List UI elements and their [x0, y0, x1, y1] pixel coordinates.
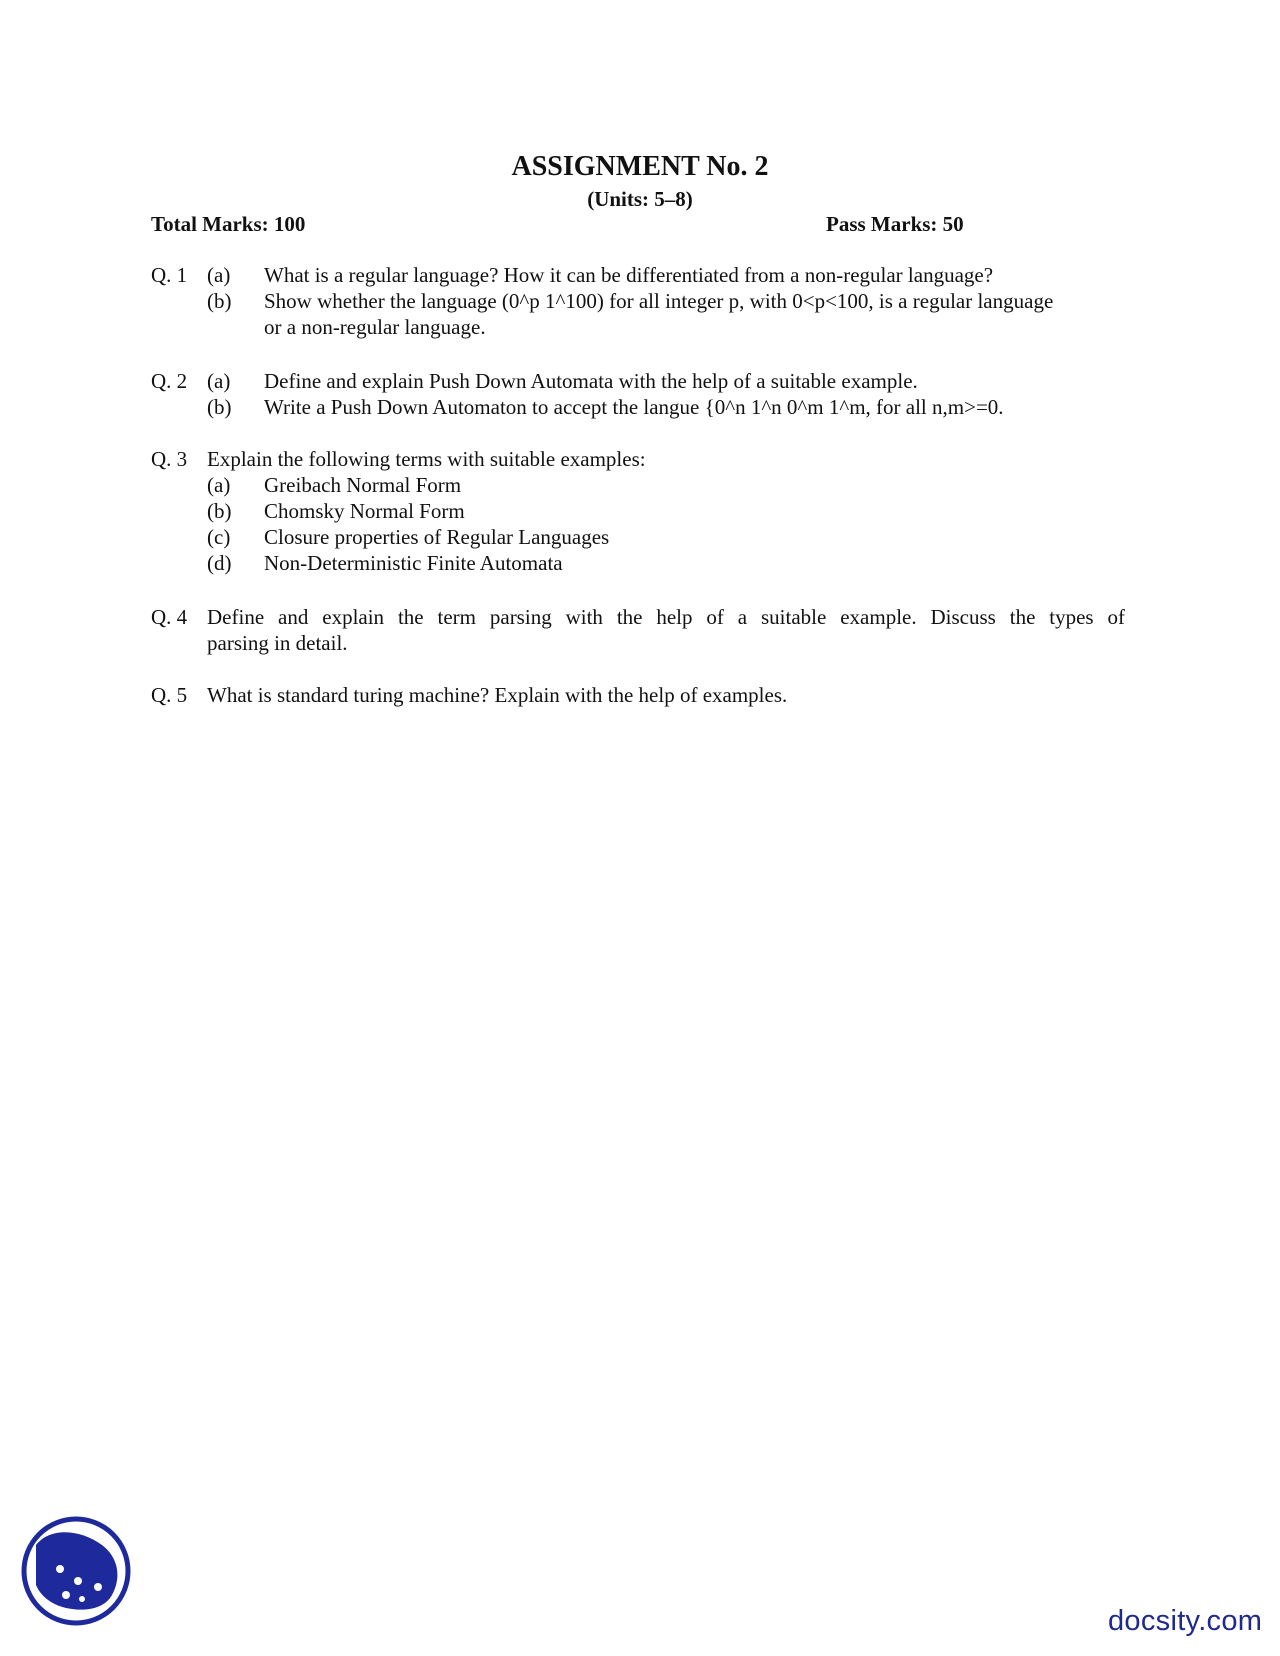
part-text: Show whether the language (0^p 1^100) for all integer p, with 0<p<100, is a regular language [264, 289, 1054, 313]
part-text: or a non-regular language. [264, 315, 486, 339]
units-subtitle: (Units: 5–8) [587, 187, 693, 211]
part-text: What is a regular language? How it can be differentiated from a non-regular language? [264, 263, 994, 287]
question-stem: Define and explain the term parsing with the help of a suitable example. Discuss the types of [207, 605, 1125, 629]
docsity-logo-icon [20, 1515, 132, 1627]
part-text: Closure properties of Regular Languages [264, 525, 610, 549]
part-label: (c) [207, 525, 231, 549]
part-label: (a) [207, 263, 231, 287]
part-label: (b) [207, 499, 232, 523]
part-label: (a) [207, 369, 231, 393]
part-text: Greibach Normal Form [264, 473, 462, 497]
part-label: (d) [207, 551, 232, 575]
question-stem: Explain the following terms with suitable examples: [207, 447, 646, 471]
part-label: (b) [207, 289, 232, 313]
part-label: (b) [207, 395, 232, 419]
part-label: (a) [207, 473, 231, 497]
total-marks: Total Marks: 100 [151, 212, 306, 236]
part-text: Define and explain Push Down Automata with the help of a suitable example. [264, 369, 918, 393]
part-text: Chomsky Normal Form [264, 499, 465, 523]
question-stem: What is standard turing machine? Explain with the help of examples. [207, 683, 788, 707]
brand-text[interactable]: docsity.com [1108, 1605, 1263, 1637]
question-number: Q. 4 [151, 605, 188, 629]
question-number: Q. 2 [151, 369, 188, 393]
question-number: Q. 1 [151, 263, 188, 287]
question-number: Q. 5 [151, 683, 188, 707]
pass-marks: Pass Marks: 50 [826, 212, 964, 236]
question-stem: parsing in detail. [207, 631, 348, 655]
question-number: Q. 3 [151, 447, 188, 471]
document-title: ASSIGNMENT No. 2 [511, 151, 769, 182]
part-text: Write a Push Down Automaton to accept the langue {0^n 1^n 0^m 1^m, for all n,m>=0. [264, 395, 1004, 419]
part-text: Non-Deterministic Finite Automata [264, 551, 563, 575]
